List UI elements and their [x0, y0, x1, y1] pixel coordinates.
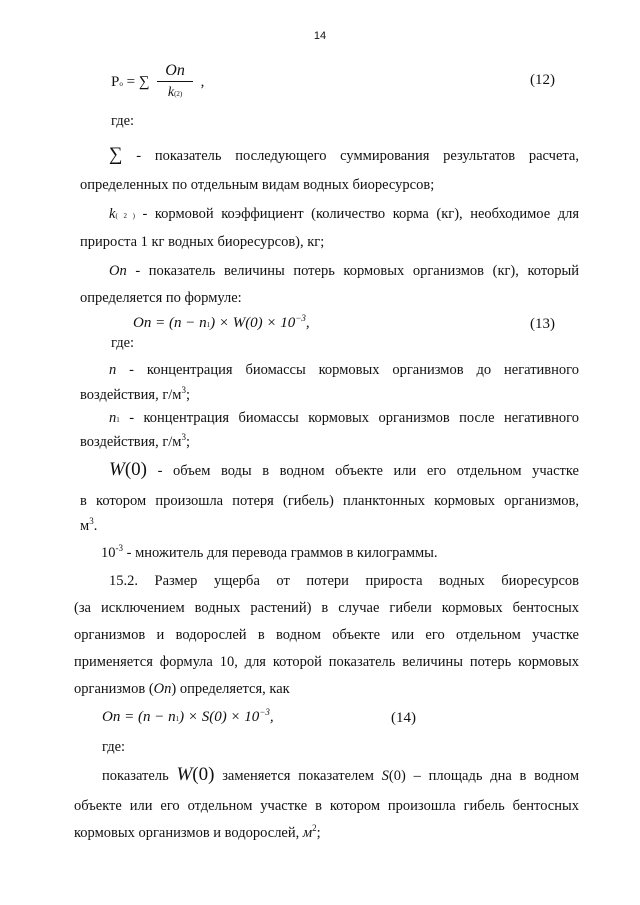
n1-definition-line1: n1 - концентрация биомассы кормовых организмов после негативного	[109, 410, 580, 426]
paragraph-15-2-line3: организмов и водорослей в водном объекте или его отдельном участке	[74, 627, 579, 643]
sigma-symbol: ∑	[138, 73, 150, 90]
on-definition-line2: определяется по формуле:	[80, 290, 242, 306]
equation-number-14: (14)	[391, 710, 416, 726]
eq12-fraction: $\frac{Оп}{k(2)}$	[157, 62, 193, 103]
n-definition-line1: n - концентрация биомассы кормовых организмов до негативного	[109, 362, 579, 378]
w-definition-line3: $м^3$.	[80, 516, 98, 534]
where-label: где:	[102, 739, 126, 755]
w-definition-line2: в котором произошла потеря (гибель) планктонных кормовых организмов,	[80, 493, 579, 509]
substitution-line3: кормовых организмов и водорослей, $м^2$;	[74, 823, 321, 841]
page-number: 14	[313, 30, 327, 42]
where-label: где:	[111, 113, 135, 129]
k-definition-line1: k( 2 ) - кормовой коэффициент (количество корма (кг), необходимое для	[109, 206, 579, 222]
substitution-line1: показатель W(0) заменяется показателем S(0) – площадь дна в водном	[102, 764, 580, 785]
multiplier-definition: $10^{-3}$ - множитель для перевода граммов в килограммы.	[101, 543, 438, 561]
equation-number-13: (13)	[530, 316, 555, 332]
paragraph-15-2-line4: применяется формула 10, для которой показатель величины потерь кормовых	[74, 654, 579, 670]
sigma-definition-line1: ∑ - показатель последующего суммирования результатов расчета,	[109, 144, 579, 165]
paragraph-15-2-line5: организмов (Оп) определяется, как	[74, 681, 290, 697]
equation-12: Ро = ∑ $\frac{Оп}{k(2)}$ ,	[111, 62, 204, 103]
equation-number-12: (12)	[530, 72, 555, 88]
equation-13: Оп = $(n - n1) \times W(0) \times 10^{-3}$,	[133, 313, 310, 331]
equation-14: Оп = $(n - n1) \times S(0) \times 10^{-3}$,	[102, 707, 274, 725]
substitution-line2: объекте или его отдельном участке в котором произошла гибель бентосных	[74, 798, 579, 814]
n1-definition-line2: воздействия, $г/м^3$;	[80, 432, 191, 450]
eq12-lhs: Р	[111, 73, 120, 90]
on-definition-line1: Оп - показатель величины потерь кормовых организмов (кг), который	[109, 263, 579, 279]
paragraph-15-2-line2: (за исключением водных растений) в случае гибели кормовых бентосных	[74, 600, 579, 616]
w-definition-line1: W(0) - объем воды в водном объекте или его отдельном участке	[109, 459, 579, 480]
n-definition-line2: воздействия, $г/м^3$;	[80, 385, 191, 403]
paragraph-15-2-line1: 15.2. Размер ущерба от потери прироста водных биоресурсов	[109, 573, 579, 589]
k-definition-line2: прироста 1 кг водных биоресурсов), кг;	[80, 234, 325, 250]
sigma-definition-line2: определенных по отдельным видам водных биоресурсов;	[80, 177, 435, 193]
where-label: где:	[111, 335, 135, 351]
